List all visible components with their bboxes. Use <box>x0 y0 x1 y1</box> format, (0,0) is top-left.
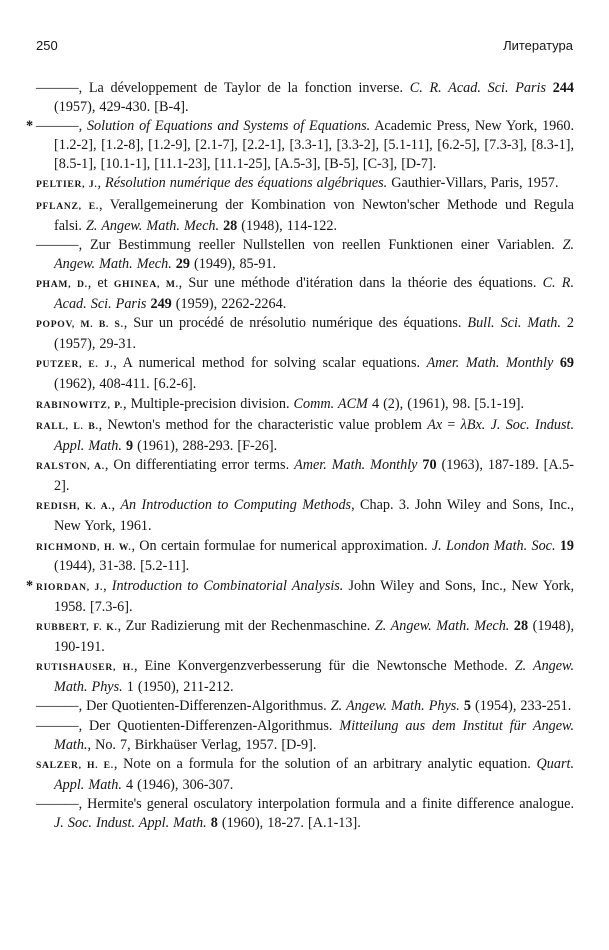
ref-text: = <box>442 416 461 433</box>
ref-text <box>546 80 553 96</box>
ref-volume: 28 <box>223 217 238 234</box>
repeat-author-dash: ——— <box>36 236 79 253</box>
ref-journal: Mitteilung aus dem Institut für Angew. Math. <box>54 717 575 753</box>
ref-text: , On certain formulae for numerical approximation. <box>131 537 432 554</box>
ref-journal: Amer. Math. Monthly <box>426 355 554 372</box>
ref-volume: 9 <box>125 437 134 454</box>
reference-entry <box>36 617 574 657</box>
ref-journal: Z. Angew. Math. Phys. <box>330 698 460 715</box>
ref-text: , <box>97 175 106 192</box>
ref-author: POPOV, M. B. S. <box>36 319 124 331</box>
ref-text: (1959), 2262-2264. <box>171 295 287 312</box>
ref-text: (1954), 233-251. <box>470 698 572 715</box>
ref-text: 4 (1946), 306-307. <box>121 776 234 793</box>
reference-entry <box>36 174 574 195</box>
ref-author: RALL, L. B. <box>36 420 99 432</box>
ref-journal: Z. Angew. Math. Mech. <box>54 236 574 272</box>
ref-volume: 249 <box>150 295 172 312</box>
ref-author: SALZER, H. E. <box>36 759 114 771</box>
reference-entry <box>36 196 574 236</box>
reference-entry <box>36 717 574 755</box>
ref-author: PUTZER, E. J. <box>36 359 114 371</box>
reference-entry <box>26 117 574 174</box>
ref-journal: Bull. Sci. Math. <box>467 315 561 332</box>
recommended-star-marker: * <box>26 577 34 594</box>
ref-author: PELTIER, J. <box>36 179 98 191</box>
ref-text: , Der Quotienten-Differenzen-Algorithmus. <box>78 698 331 715</box>
ref-text: , Chap. 3. John Wiley and Sons, Inc., New York, 1961. <box>54 497 575 535</box>
page-number: 250 <box>36 38 58 53</box>
reference-entry <box>36 395 574 416</box>
ref-author: RALSTON, A. <box>36 461 105 473</box>
section-title: Литература <box>503 38 573 53</box>
repeat-author-dash: ——— <box>36 698 79 715</box>
reference-entry <box>36 354 574 394</box>
ref-text: (1957), 429-430. [B-4]. <box>54 98 189 115</box>
ref-volume: 244 <box>552 80 574 96</box>
reference-entry <box>36 697 574 716</box>
ref-text: , Eine Konvergenzverbesserung für die Newtonsche Methode. <box>133 658 515 675</box>
repeat-author-dash: ——— <box>36 80 79 96</box>
ref-text: , Multiple-precision division. <box>122 395 294 412</box>
ref-text: 2 (1957), 29-31. <box>54 315 574 353</box>
ref-journal: Comm. ACM <box>293 395 368 412</box>
ref-text: , Hermite's general osculatory interpolation formula and a finite difference analogue. <box>78 796 574 813</box>
ref-text: (1962), 408-411. [6.2-6]. <box>54 376 197 393</box>
ref-text: 4 (2), (1961), 98. [5.1-19]. <box>367 395 525 412</box>
reference-entry <box>36 755 574 795</box>
repeat-author-dash: ——— <box>36 796 79 813</box>
ref-title: Solution of Equations and Systems of Equations. <box>86 118 371 135</box>
ref-text: , et <box>87 275 114 292</box>
ref-author: RUBBERT, F. K. <box>36 621 118 633</box>
ref-text: , Note on a formula for the solution of an arbitrary analytic equation. <box>113 755 537 772</box>
ref-text: (1963), 187-189. [A.5-2]. <box>54 457 574 495</box>
recommended-star-marker: * <box>26 118 34 135</box>
ref-journal: C. R. Acad. Sci. Paris <box>409 80 546 96</box>
ref-text: , Newton's method for the characteristic value problem <box>98 416 428 433</box>
ref-title: Résolution numérique des équations algébriques. <box>105 175 388 192</box>
ref-text: , Der Quotienten-Differenzen-Algorithmus. <box>78 717 340 734</box>
ref-author: RABINOWITZ, P. <box>36 399 123 411</box>
ref-journal: Z. Angew. Math. Mech. <box>374 617 510 634</box>
ref-journal: Quart. Appl. Math. <box>54 755 574 793</box>
ref-title: λBx. <box>460 416 486 433</box>
ref-journal: J. Soc. Indust. Appl. Math. <box>54 416 574 454</box>
ref-text: , A numerical method for solving scalar equations. <box>113 355 427 372</box>
reference-entry <box>36 657 574 697</box>
ref-volume: 5 <box>463 698 471 715</box>
reference-entry <box>36 496 574 536</box>
ref-author: PHAM, D. <box>36 279 88 291</box>
ref-text: , <box>78 118 87 135</box>
ref-text: (1960), 18-27. [A.1-13]. <box>217 814 361 831</box>
ref-journal: C. R. Acad. Sci. Paris <box>54 275 574 312</box>
reference-entry <box>36 274 574 314</box>
ref-text: John Wiley and Sons, Inc., New York, 1958. [7.3-6]. <box>54 577 575 615</box>
ref-text: (1948), 114-122. <box>237 217 338 234</box>
ref-text: (1944), 31-38. [5.2-11]. <box>54 558 190 575</box>
ref-text: Gauthier-Villars, Paris, 1957. <box>387 175 559 192</box>
ref-text: , <box>111 497 121 514</box>
ref-text: , Zur Radizierung mit der Rechenmaschine. <box>117 617 375 634</box>
ref-text: , Sur un procédé de nrésolutio numérique des équations. <box>123 315 468 332</box>
ref-text: , La développement de Taylor de la fonction inverse. <box>78 80 410 96</box>
ref-volume: 8 <box>210 814 218 831</box>
reference-entry <box>36 79 574 117</box>
ref-text: , On differentiating error terms. <box>104 457 295 474</box>
ref-coauthor: GHINEA, M. <box>113 279 179 291</box>
reference-entry <box>36 456 574 496</box>
ref-volume: 29 <box>175 255 190 272</box>
ref-author: RUTISHAUSER, H. <box>36 662 134 674</box>
ref-volume: 19 <box>559 537 575 554</box>
ref-title: An Introduction to Computing Methods <box>120 497 352 514</box>
reference-entry <box>26 577 575 617</box>
ref-journal: J. Soc. Indust. Appl. Math. <box>54 814 207 831</box>
ref-text: (1961), 288-293. [F-26]. <box>133 437 278 454</box>
ref-volume: 28 <box>513 617 529 634</box>
repeat-author-dash: ——— <box>36 118 79 135</box>
repeat-author-dash: ——— <box>36 717 79 734</box>
ref-text: Academic Press, New York, 1960. [1.2-2], [1.2-8], [1.2-9], [2.1-7], [2.2-1], [3.3-1], [3.3-2], [5.1-11], [6.2-5], [7.3-3], [8.3-1], [8.5-1], [10.1-1], [11.1-23], [11.1-25], [A.5-3], [B-5], [C-3], [D-7]. <box>54 118 574 173</box>
ref-text: , No. 7, Birkhaüser Verlag, 1957. [D-9]. <box>87 736 317 753</box>
reference-entry <box>36 537 574 577</box>
ref-journal: J. London Math. Soc. <box>431 537 556 554</box>
ref-journal: Amer. Math. Monthly <box>294 457 418 474</box>
ref-volume: 70 <box>422 457 437 474</box>
ref-text: (1949), 85-91. <box>189 255 277 272</box>
ref-text: , <box>103 577 112 594</box>
ref-text: (1948), 190-191. <box>54 617 575 655</box>
ref-text: , Zur Bestimmung reeller Nullstellen von reellen Funktionen einer Variablen. <box>78 236 563 253</box>
reference-entry <box>36 795 574 833</box>
reference-entry <box>36 314 574 354</box>
ref-title: Introduction to Combinatorial Analysis. <box>111 577 344 594</box>
ref-text: 1 (1950), 211-212. <box>122 679 234 696</box>
ref-journal: Z. Angew. Math. Phys. <box>54 658 575 696</box>
ref-title: Ax <box>427 416 443 433</box>
ref-text: , Verallgemeinerung der Kombination von Newton'scher Methode und Regula falsi. <box>54 196 574 234</box>
ref-author: RICHMOND, H. W. <box>36 541 132 553</box>
reference-list <box>26 79 575 833</box>
ref-author: RIORDAN, J. <box>36 581 104 593</box>
ref-journal: Z. Angew. Math. Mech. <box>86 217 220 234</box>
ref-text <box>553 355 560 371</box>
ref-text: , Sur une méthode d'itération dans la théorie des équations. <box>178 275 543 292</box>
ref-volume: 69 <box>559 355 575 372</box>
ref-author: REDISH, K. A. <box>36 501 112 513</box>
reference-entry <box>36 236 574 274</box>
ref-author: PFLANZ, E. <box>36 200 99 212</box>
reference-entry <box>36 416 574 456</box>
